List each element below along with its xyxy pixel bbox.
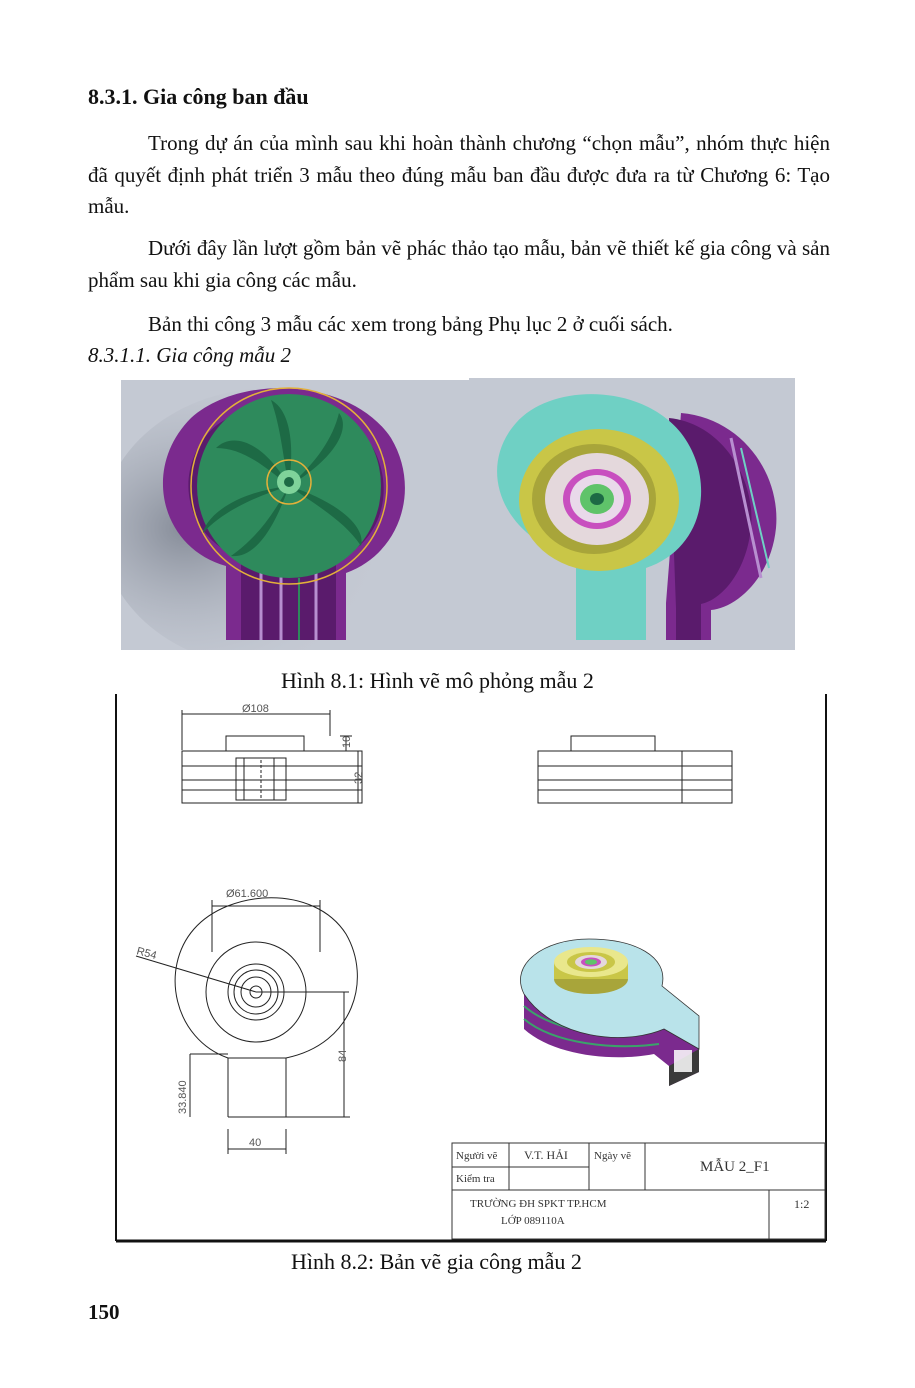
- dim-h33840: 33.840: [177, 1080, 189, 1114]
- dim-w40: 40: [249, 1137, 262, 1149]
- page-number: 150: [88, 1300, 120, 1324]
- dim-r54: R54: [135, 945, 158, 963]
- technical-drawing: [114, 694, 828, 1244]
- tb-ngay-ve-label: Ngày vẽ: [594, 1150, 631, 1162]
- assembled-body-model: [497, 394, 776, 640]
- tb-part-name: MẪU 2_F1: [700, 1159, 770, 1175]
- paragraph-3: Bản thi công 3 mẫu các xem trong bảng Phụ lục 2 ở cuối sách.: [148, 312, 673, 336]
- tb-nguoi-ve-value: V.T. HẢI: [524, 1148, 568, 1162]
- tb-class: LỚP 089110A: [501, 1215, 565, 1227]
- dim-h84: 84: [337, 1049, 349, 1062]
- figure-2-caption: Hình 8.2: Bản vẽ gia công mẫu 2: [291, 1249, 582, 1274]
- figure-3d-render: [121, 378, 795, 650]
- top-view: [136, 898, 357, 1154]
- figure-1-caption: Hình 8.1: Hình vẽ mô phỏng mẫu 2: [281, 668, 594, 693]
- dim-h10: 10: [341, 735, 353, 748]
- subheading: 8.3.1.1. Gia công mẫu 2: [88, 343, 291, 367]
- isometric-view: [520, 939, 699, 1086]
- paragraph-1: Trong dự án của mình sau khi hoàn thành chương “chọn mẫu”, nhóm thực hiện đã quyết định phát triển 3 mẫu theo đúng mẫu ban đầu được đưa ra từ Chương 6: Tạo mẫu.: [88, 131, 830, 218]
- dim-d61600: Ø61.600: [226, 888, 269, 900]
- side-view: [538, 736, 732, 803]
- front-view: [182, 710, 362, 803]
- tb-kiem-tra-label: Kiểm tra: [456, 1173, 495, 1185]
- paragraph-2: Dưới đây lần lượt gồm bản vẽ phác thảo tạo mẫu, bản vẽ thiết kế gia công và sản phẩm sau khi gia công các mẫu.: [88, 236, 830, 292]
- dim-d108: Ø108: [242, 703, 269, 715]
- section-heading: 8.3.1. Gia công ban đầu: [88, 84, 309, 109]
- tb-nguoi-ve-label: Người vẽ: [456, 1150, 498, 1162]
- tb-scale: 1:2: [794, 1197, 810, 1211]
- tb-school: TRƯỜNG ĐH SPKT TP.HCM: [470, 1198, 607, 1210]
- dim-h32: 32: [353, 771, 365, 784]
